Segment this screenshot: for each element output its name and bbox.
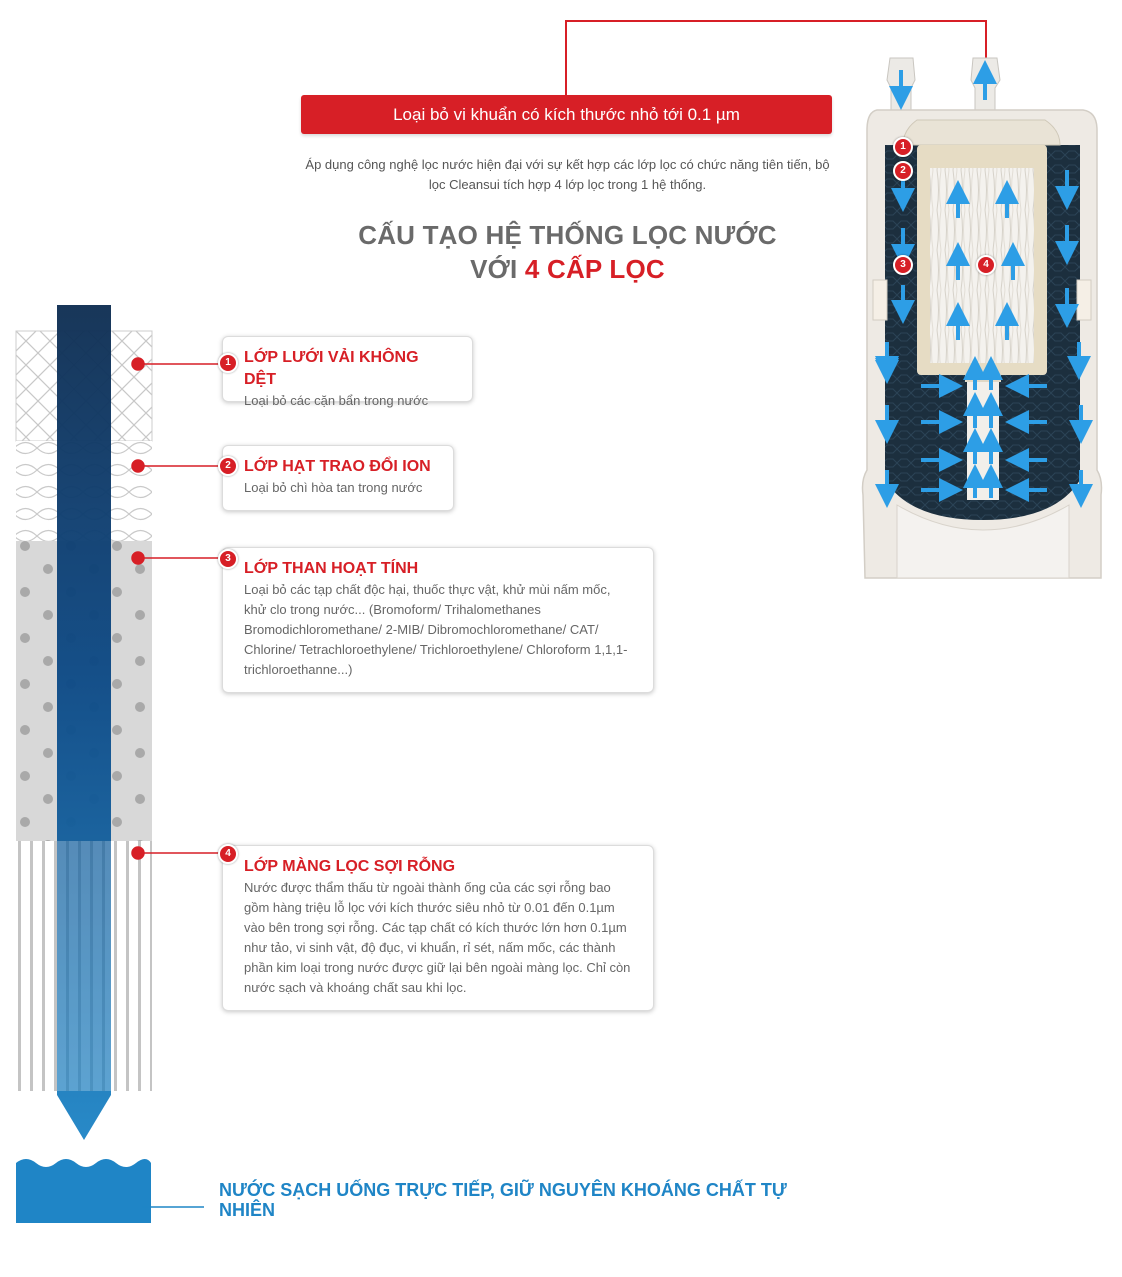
layer-card-3 <box>222 547 654 693</box>
intro-text: Áp dụng công nghệ lọc nước hiện đại với sự kết hợp các lớp lọc có chức năng tiên tiến, bộ lọc Cleansui tích hợp 4 lớp lọc trong 1 hệ thống. <box>305 157 830 192</box>
filter-marker-4: 4 <box>976 255 996 275</box>
layer-3-number: 3 <box>218 549 238 569</box>
final-result-text: NƯỚC SẠCH UỐNG TRỰC TIẾP, GIỮ NGUYÊN KHOÁNG CHẤT TỰ NHIÊN <box>219 1180 787 1220</box>
filter-marker-1: 1 <box>893 137 913 157</box>
layer-2-title: LỚP HẠT TRAO ĐỔI ION <box>244 458 431 475</box>
filter-marker-2: 2 <box>893 161 913 181</box>
layer-3-title: LỚP THAN HOẠT TÍNH <box>244 560 419 577</box>
title-highlight: 4 CẤP LỌC <box>524 254 665 284</box>
filter-cartridge-diagram <box>855 50 1105 585</box>
layer-2-desc: Loại bỏ chì hòa tan trong nước <box>244 480 423 495</box>
layer-4-number: 4 <box>218 844 238 864</box>
layer-card-4 <box>222 845 654 1011</box>
layer-1-number: 1 <box>218 353 238 373</box>
layer-2-number: 2 <box>218 456 238 476</box>
layer-3-desc: Loại bỏ các tạp chất độc hại, thuốc thực vật, khử mùi nấm mốc, khử clo trong nước... (Bromoform/ Trihalomethanes Bromodichloromethane/ 2-MIB/ Dibromochloromethane/ CAT/ Chlorine/ Tetrachloroethylene/ Trichloroethylene/ Chloroform 1,1,1-trichloroethanne...) <box>244 582 628 677</box>
layer-card-2 <box>222 445 454 511</box>
title-prefix: VỚI <box>470 254 518 284</box>
title-line-2 <box>300 252 835 286</box>
layer-1-desc: Loại bỏ các cặn bẩn trong nước <box>244 393 429 408</box>
title-line-1: CẤU TẠO HỆ THỐNG LỌC NƯỚC <box>358 220 777 250</box>
layer-card-1 <box>222 336 473 408</box>
filter-marker-3: 3 <box>893 255 913 275</box>
page-title <box>300 218 835 286</box>
headline-banner: Loại bỏ vi khuẩn có kích thước nhỏ tới 0.1 µm <box>301 95 832 134</box>
clean-water-basin <box>14 1155 206 1225</box>
layer-1-title: LỚP LƯỚI VẢI KHÔNG DỆT <box>244 349 419 388</box>
layer-4-title: LỚP MÀNG LỌC SỢI RỖNG <box>244 858 456 875</box>
layer-4-desc: Nước được thẩm thấu từ ngoài thành ống của các sợi rỗng bao gồm hàng triệu lỗ lọc với kích thước siêu nhỏ từ 0.01 đến 0.1µm vào bên trong sợi rỗng. Các tạp chất có kích thước lớn hơn 0.1µm như tảo, vi sinh vật, độ đục, vi khuẩn, rỉ sét, nấm mốc, các thành phần kim loại trong nước được giữ lại bên ngoài màng lọc. Chỉ còn nước sạch và khoáng chất sau khi lọc. <box>244 880 631 995</box>
